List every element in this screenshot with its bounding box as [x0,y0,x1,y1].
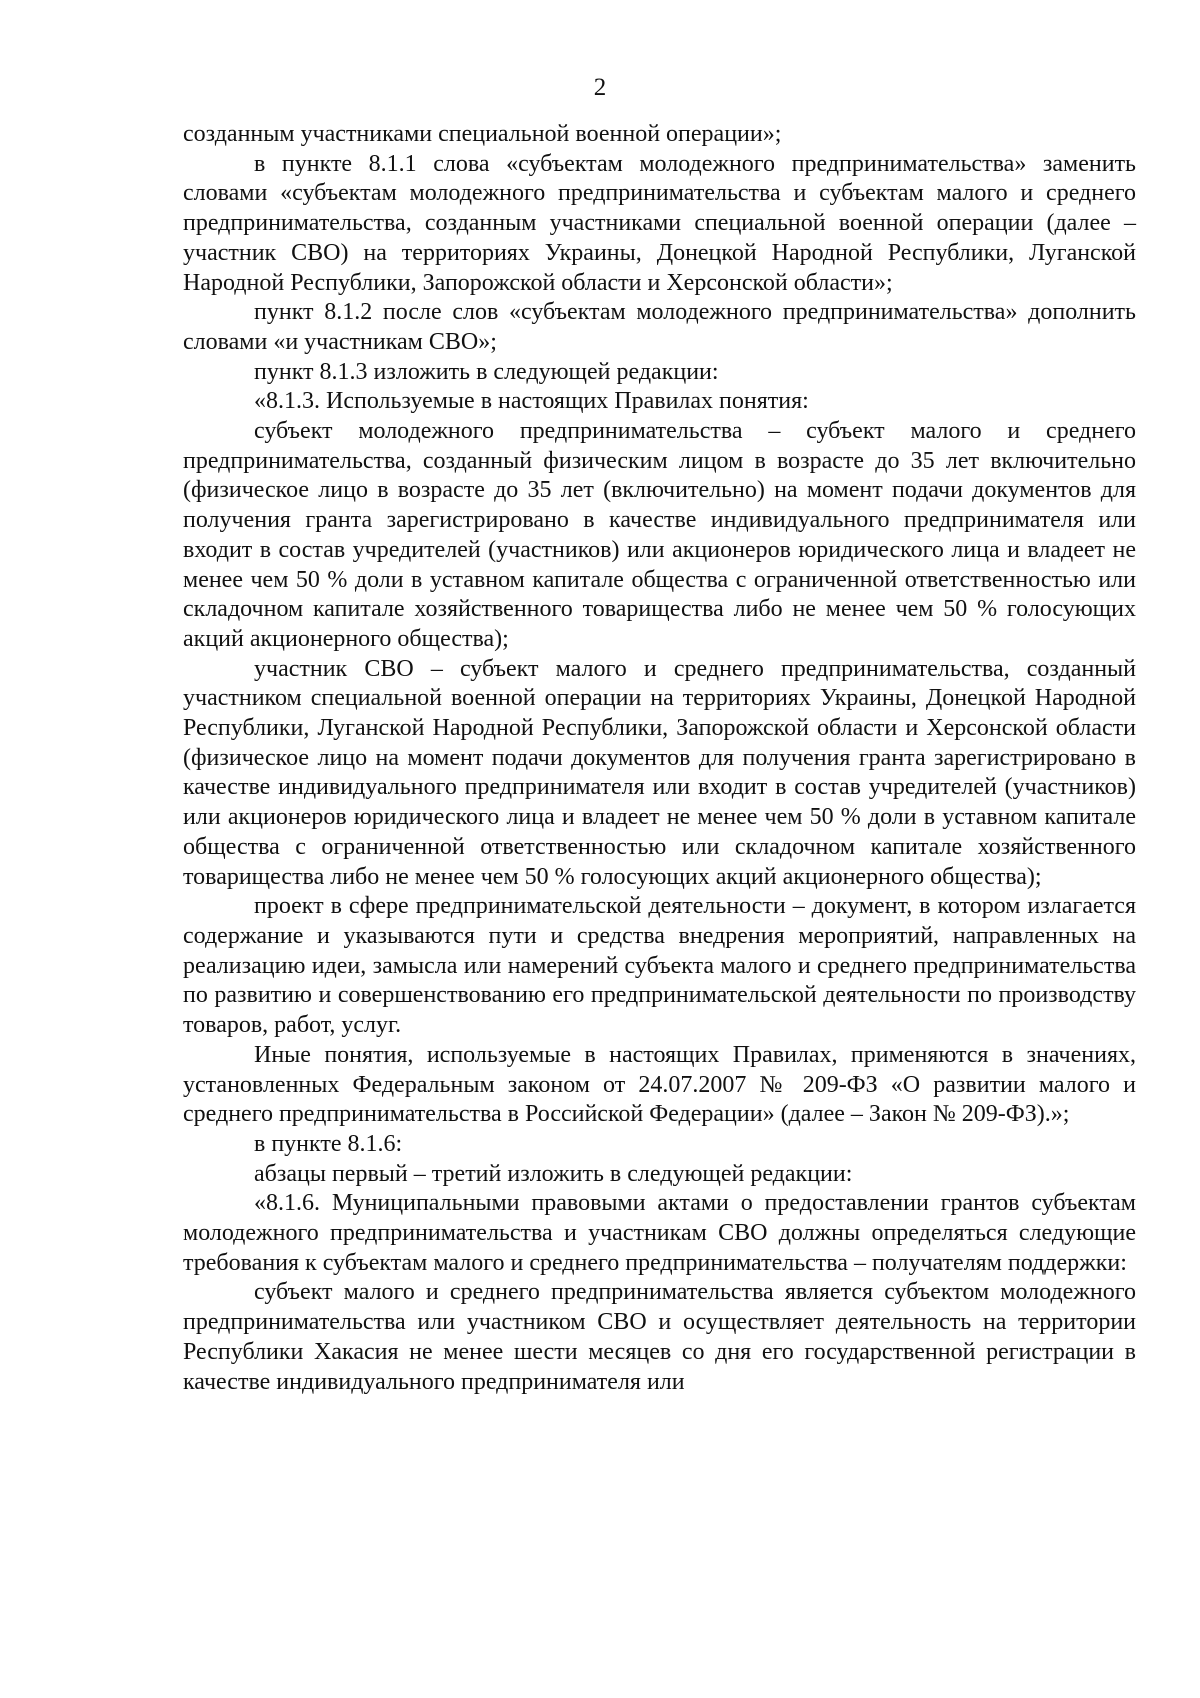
paragraph-item-8-1-3-heading: «8.1.3. Используемые в настоящих Правилах понятия: [254,388,809,415]
paragraph-item-8-1-1: в пункте 8.1.1 слова «субъектам молодежного предпринимательства» заменить словами «субъектам молодежного предпринимательства и субъектам малого и среднего предпринимательства, созданным участниками специальной военной операции (далее – участник СВО) на территориях Украины, Донецкой Народной Республики, Луганской Народной Республики, Запорожской области и Херсонской области»; [183,150,1136,296]
document-body [183,120,1136,1397]
paragraph-item-8-1-6-subheading: абзацы первый – третий изложить в следующей редакции: [254,1160,853,1187]
paragraph-definition-svo-participant: участник СВО – субъект малого и среднего предпринимательства, созданный участником специальной военной операции на территориях Украины, Донецкой Народной Республики, Луганской Народной Республики, Запорожской области и Херсонской области (физическое лицо на момент подачи документов для получения гранта зарегистрировано в качестве индивидуального предпринимателя или входит в состав учредителей (участников) или акционеров юридического лица и владеет не менее чем 50 % доли в уставном капитале общества с ограниченной ответственностью или складочном капитале хозяйственного товарищества либо не менее чем 50 % голосующих акций акционерного общества); [183,655,1136,890]
page-number: 2 [593,74,607,101]
paragraph-item-8-1-2: пункт 8.1.2 после слов «субъектам молодежного предпринимательства» дополнить словами «и участникам СВО»; [183,299,1136,355]
paragraph-definition-project: проект в сфере предпринимательской деятельности – документ, в котором излагается содержание и указываются пути и средства внедрения мероприятий, направленных на реализацию идеи, замысла или намерений субъекта малого и среднего предпринимательства по развитию и совершенствованию его предпринимательской деятельности по производству товаров, работ, услуг. [183,893,1136,1039]
paragraph-continuation: созданным участниками специальной военной операции»; [183,121,782,147]
paragraph-definition-youth-entrepreneur: субъект молодежного предпринимательства – субъект малого и среднего предпринимательства, созданный физическим лицом в возрасте до 35 лет включительно (физическое лицо в возрасте до 35 лет (включительно) на момент подачи документов для получения гранта зарегистрировано в качестве индивидуального предпринимателя или входит в состав учредителей (участников) или акционеров юридического лица и владеет не менее чем 50 % доли в уставном капитале общества с ограниченной ответственностью или складочном капитале хозяйственного товарищества либо не менее чем 50 % голосующих акций акционерного общества); [183,418,1136,652]
paragraph-item-8-1-3-intro: пункт 8.1.3 изложить в следующей редакции: [254,358,719,385]
paragraph-other-terms: Иные понятия, используемые в настоящих Правилах, применяются в значениях, установленных Федеральным законом от 24.07.2007 № 209-ФЗ «О развитии малого и среднего предпринимательства в Российской Федерации» (далее – Закон № 209-ФЗ).»; [183,1041,1136,1128]
paragraph-item-8-1-6-text: «8.1.6. Муниципальными правовыми актами о предоставлении грантов субъектам молодежного предпринимательства и участникам СВО должны определяться следующие требования к субъектам малого и среднего предпринимательства – получателям поддержки: [183,1190,1136,1276]
paragraph-item-8-1-6-intro: в пункте 8.1.6: [254,1130,403,1157]
paragraph-requirement: субъект малого и среднего предпринимательства является субъектом молодежного предпринимательства или участником СВО и осуществляет деятельность на территории Республики Хакасия не менее шести месяцев со дня его государственной регистрации в качестве индивидуального предпринимателя или [183,1279,1136,1395]
